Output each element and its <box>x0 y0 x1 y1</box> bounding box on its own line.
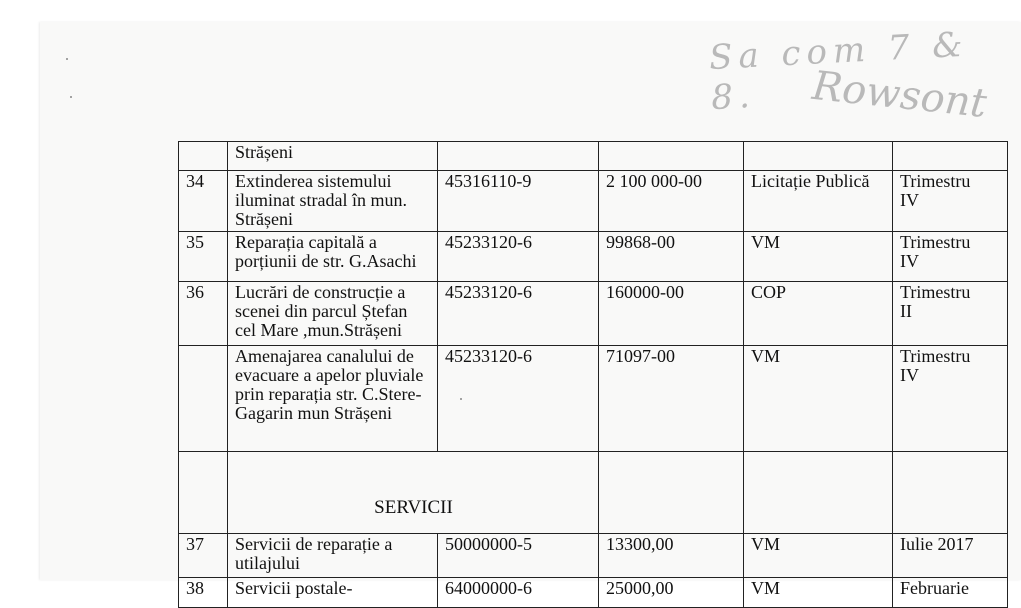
cell-name: Amenajarea canalului de evacuare a apelor pluviale prin reparația str. C.Stere-Gagarin mun Strășeni <box>228 346 438 452</box>
cell-value: 2 100 000-00 <box>599 171 744 232</box>
term-text: Trimestru IV <box>900 346 971 385</box>
table-row-continuation <box>179 142 1008 171</box>
cell-procedure: VM <box>744 578 893 608</box>
cell-value: 25000,00 <box>599 578 744 608</box>
cell-cpv: 45316110-9 <box>438 171 599 232</box>
term-text: Iulie 2017 <box>900 534 974 554</box>
cell-procedure <box>744 142 893 171</box>
cell-term <box>893 346 1008 452</box>
cell-name: Strășeni <box>228 142 438 171</box>
cell-name: Extinderea sistemului iluminat stradal în mun. Strășeni <box>228 171 438 232</box>
cell-cpv: 45233120-6 <box>438 282 599 346</box>
cell-cpv: 50000000-5 <box>438 534 599 578</box>
table-row <box>179 346 1008 452</box>
cell-nr: 37 <box>179 534 228 578</box>
table-row <box>179 282 1008 346</box>
cell-nr: 38 <box>179 578 228 608</box>
cell-procedure: VM <box>744 534 893 578</box>
cell-value: 71097-00 <box>599 346 744 452</box>
cell-term <box>893 452 1008 534</box>
scan-speck <box>70 96 72 98</box>
table-row <box>179 534 1008 578</box>
cell-cpv: 45233120-6 <box>438 232 599 282</box>
cell-name: Servicii de reparație a utilajului <box>228 534 438 578</box>
cell-term <box>893 534 1008 578</box>
cell-procedure: COP <box>744 282 893 346</box>
cell-procedure: VM <box>744 232 893 282</box>
cell-name: Servicii postale- <box>228 578 438 608</box>
cell-term <box>893 232 1008 282</box>
term-text: Trimestru IV <box>900 232 971 271</box>
cell-nr <box>179 142 228 171</box>
cell-nr <box>179 346 228 452</box>
cell-cpv <box>438 142 599 171</box>
cell-cpv: 45233120-6 <box>438 346 599 452</box>
cell-term <box>893 171 1008 232</box>
scan-speck <box>66 58 68 60</box>
term-text: Trimestru IV <box>900 171 971 210</box>
cell-term <box>893 142 1008 171</box>
cell-nr <box>179 452 228 534</box>
cell-nr: 35 <box>179 232 228 282</box>
cell-value: 160000-00 <box>599 282 744 346</box>
procurement-table <box>178 141 1008 608</box>
table-row <box>179 171 1008 232</box>
section-title: SERVICII <box>228 452 599 534</box>
cell-value <box>599 452 744 534</box>
handwritten-note-line1: Sa com 7 & 8. <box>708 24 970 119</box>
cell-value <box>599 142 744 171</box>
handwritten-note-line2: Rowsont <box>810 62 989 128</box>
cell-procedure: VM <box>744 346 893 452</box>
cell-nr: 36 <box>179 282 228 346</box>
cell-procedure <box>744 452 893 534</box>
cell-nr: 34 <box>179 171 228 232</box>
table-row <box>179 232 1008 282</box>
cell-name: Lucrări de construcție a scenei din parcul Ștefan cel Mare ,mun.Strășeni <box>228 282 438 346</box>
term-text: Trimestru II <box>900 282 971 321</box>
cell-cpv: 64000000-6 <box>438 578 599 608</box>
scan-border <box>0 0 1021 22</box>
cell-term <box>893 578 1008 608</box>
term-text: Februarie <box>900 578 969 598</box>
table-row <box>179 578 1008 608</box>
cell-name: Reparația capitală a porțiunii de str. G.Asachi <box>228 232 438 282</box>
table-section-row <box>179 452 1008 534</box>
cell-procedure: Licitație Publică <box>744 171 893 232</box>
cell-term <box>893 282 1008 346</box>
cell-value: 13300,00 <box>599 534 744 578</box>
cell-value: 99868-00 <box>599 232 744 282</box>
